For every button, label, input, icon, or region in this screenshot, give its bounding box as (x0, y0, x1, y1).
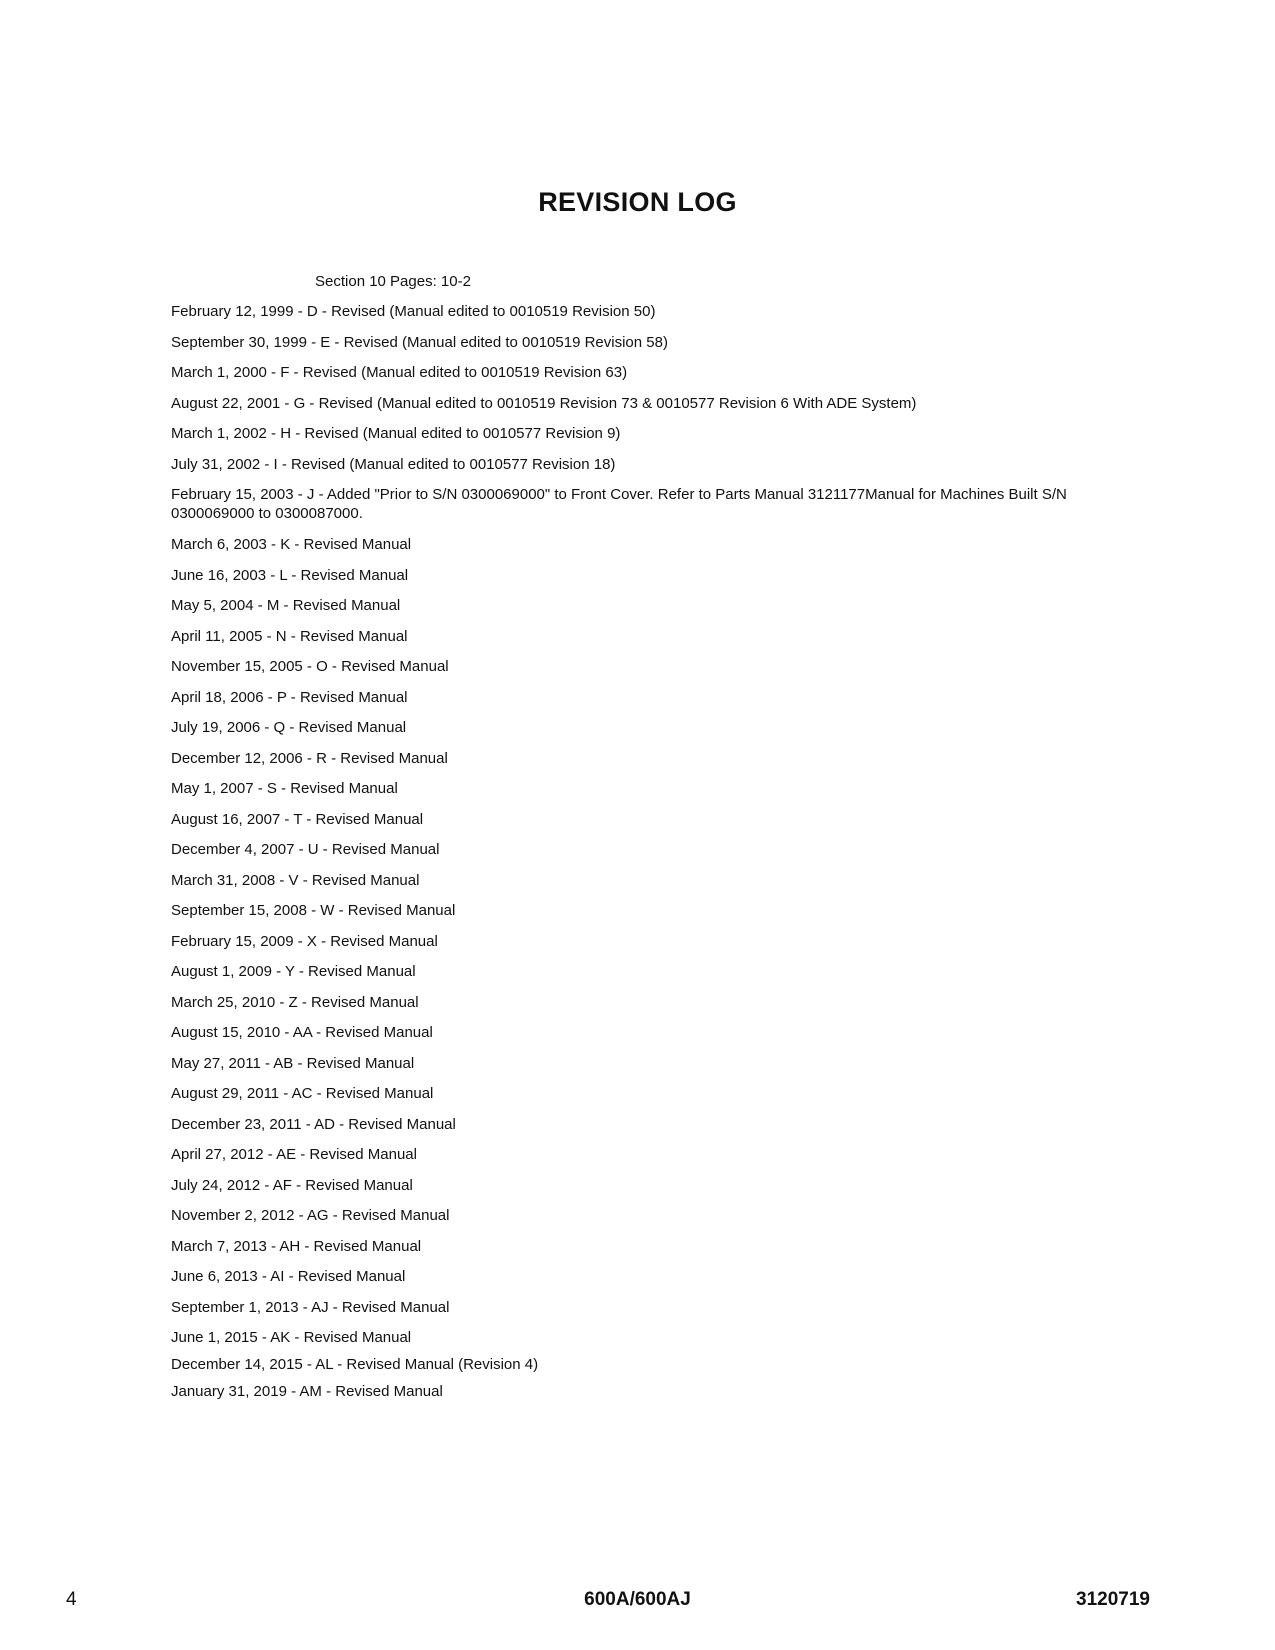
revision-entry: March 7, 2013 - AH - Revised Manual (171, 1237, 422, 1255)
revision-entry: March 1, 2000 - F - Revised (Manual edited to 0010519 Revision 63) (171, 364, 628, 381)
revision-entry: July 19, 2006 - Q - Revised Manual (171, 719, 407, 736)
revision-entry: August 15, 2010 - AA - Revised Manual (171, 1024, 433, 1041)
section-note: Section 10 Pages: 10-2 (315, 273, 471, 290)
revision-entry: May 1, 2007 - S - Revised Manual (171, 780, 398, 797)
revision-entry: September 1, 2013 - AJ - Revised Manual (171, 1298, 450, 1316)
revision-entry: March 31, 2008 - V - Revised Manual (171, 871, 420, 889)
revision-entry: September 15, 2008 - W - Revised Manual (171, 902, 456, 919)
revision-entry: January 31, 2019 - AM - Revised Manual (171, 1383, 443, 1400)
page-number: 4 (66, 1589, 77, 1610)
revision-entry: August 29, 2011 - AC - Revised Manual (171, 1085, 434, 1102)
revision-entry: September 30, 1999 - E - Revised (Manual edited to 0010519 Revision 58) (171, 333, 668, 351)
revision-entry: April 11, 2005 - N - Revised Manual (171, 627, 408, 645)
document-number: 3120719 (1076, 1589, 1150, 1610)
model-name: 600A/600AJ (584, 1589, 691, 1610)
revision-entry: June 1, 2015 - AK - Revised Manual (171, 1329, 412, 1346)
revision-entry: July 24, 2012 - AF - Revised Manual (171, 1176, 413, 1194)
revision-entry: March 6, 2003 - K - Revised Manual (171, 536, 412, 553)
revision-entry: March 1, 2002 - H - Revised (Manual edited to 0010577 Revision 9) (171, 425, 621, 442)
revision-entry: May 27, 2011 - AB - Revised Manual (171, 1054, 415, 1072)
revision-entry: March 25, 2010 - Z - Revised Manual (171, 993, 419, 1011)
revision-entry: August 1, 2009 - Y - Revised Manual (171, 963, 416, 980)
revision-log-list (171, 302, 1111, 1409)
revision-entry: April 18, 2006 - P - Revised Manual (171, 688, 408, 706)
revision-entry: August 22, 2001 - G - Revised (Manual edited to 0010519 Revision 73 & 0010577 Revision 6 With ADE System) (171, 394, 917, 412)
revision-entry: August 16, 2007 - T - Revised Manual (171, 810, 424, 828)
revision-entry: February 15, 2009 - X - Revised Manual (171, 932, 438, 950)
revision-entry: June 6, 2013 - AI - Revised Manual (171, 1268, 406, 1285)
revision-entry: November 15, 2005 - O - Revised Manual (171, 658, 449, 675)
revision-entry: December 4, 2007 - U - Revised Manual (171, 841, 440, 858)
revision-entry: December 23, 2011 - AD - Revised Manual (171, 1115, 456, 1133)
revision-entry: June 16, 2003 - L - Revised Manual (171, 566, 409, 584)
revision-entry: November 2, 2012 - AG - Revised Manual (171, 1207, 450, 1224)
revision-entry: December 12, 2006 - R - Revised Manual (171, 749, 448, 767)
page-title: REVISION LOG (538, 187, 737, 217)
revision-entry: May 5, 2004 - M - Revised Manual (171, 597, 401, 614)
revision-entry: July 31, 2002 - I - Revised (Manual edited to 0010577 Revision 18) (171, 455, 616, 473)
revision-entry: April 27, 2012 - AE - Revised Manual (171, 1146, 417, 1163)
revision-entry: February 12, 1999 - D - Revised (Manual edited to 0010519 Revision 50) (171, 303, 656, 320)
revision-entry: February 15, 2003 - J - Added "Prior to S/N 0300069000" to Front Cover. Refer to Parts Manual 3121177Manual for Machines Built S/N 0300069000 to 0300087000. (171, 486, 1067, 522)
revision-entry: December 14, 2015 - AL - Revised Manual (Revision 4) (171, 1356, 539, 1373)
